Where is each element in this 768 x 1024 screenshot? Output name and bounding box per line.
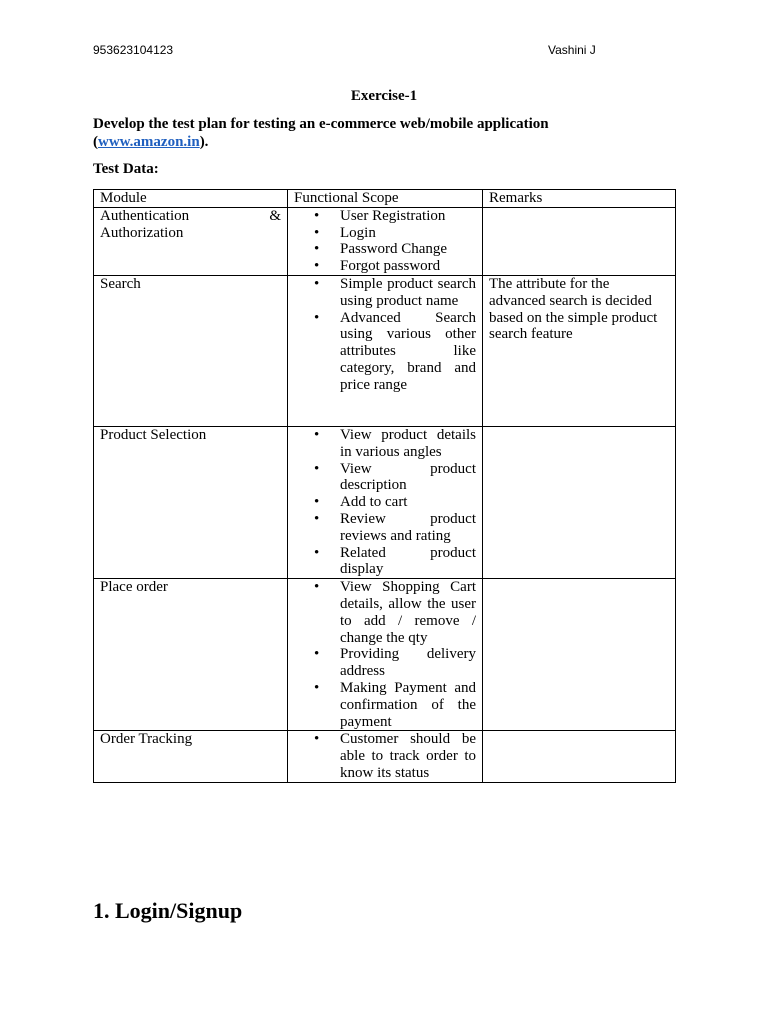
test-data-label: Test Data: xyxy=(93,161,159,177)
table-row xyxy=(94,731,676,782)
table-row xyxy=(94,275,676,426)
scope-item: • Advanced Search using various other attributes like category, brand and price range xyxy=(294,310,476,394)
module-ampersand: & xyxy=(269,207,281,224)
table-row xyxy=(94,426,676,578)
scope-item: • Providing delivery address xyxy=(294,646,476,680)
scope-item: • Add to cart xyxy=(294,494,476,511)
column-header-functional-scope: Functional Scope xyxy=(288,190,483,208)
scope-item: • Making Payment and confirmation of the payment xyxy=(294,680,476,730)
intro-text: Develop the test plan for testing an e-commerce web/mobile application xyxy=(93,116,549,132)
module-cell: Product Selection xyxy=(94,426,288,578)
header-id: 953623104123 xyxy=(93,43,174,57)
table-row xyxy=(94,579,676,731)
module-cell: Order Tracking xyxy=(94,731,288,782)
scope-cell xyxy=(288,207,483,275)
scope-item: • Review product reviews and rating xyxy=(294,511,476,545)
intro-paren-open: ( xyxy=(93,134,98,150)
scope-item: • Forgot password xyxy=(294,258,476,275)
page-title: Exercise-1 xyxy=(350,88,418,104)
amazon-link[interactable]: www.amazon.in xyxy=(98,134,200,150)
scope-item: • Password Change xyxy=(294,241,476,258)
test-data-table xyxy=(93,189,676,783)
scope-item: • Login xyxy=(294,225,476,242)
module-name-cont: Authorization xyxy=(100,224,184,241)
remarks-cell xyxy=(483,426,676,578)
header-author: Vashini J xyxy=(548,43,596,57)
module-cell xyxy=(94,207,288,275)
table-header-row xyxy=(94,190,676,208)
scope-item: • View product details in various angles xyxy=(294,427,476,461)
scope-item: • User Registration xyxy=(294,208,476,225)
scope-cell xyxy=(288,275,483,426)
section-heading: 1. Login/Signup xyxy=(93,898,243,923)
remarks-cell: The attribute for the advanced search is decided based on the simple product search feature xyxy=(483,275,676,426)
column-header-module: Module xyxy=(94,190,288,208)
scope-item: • View product description xyxy=(294,461,476,495)
remarks-cell xyxy=(483,207,676,275)
table-row xyxy=(94,207,676,275)
intro-paren-close: ). xyxy=(199,134,209,150)
module-cell: Search xyxy=(94,275,288,426)
intro-paragraph xyxy=(93,115,683,151)
remarks-cell xyxy=(483,731,676,782)
scope-item: • Customer should be able to track order to know its status xyxy=(294,731,476,781)
scope-item: • Simple product search using product name xyxy=(294,276,476,310)
scope-cell xyxy=(288,731,483,782)
module-name: Authentication xyxy=(100,207,190,224)
column-header-remarks: Remarks xyxy=(483,190,676,208)
remarks-cell xyxy=(483,579,676,731)
scope-cell xyxy=(288,426,483,578)
scope-item: • View Shopping Cart details, allow the user to add / remove / change the qty xyxy=(294,579,476,646)
scope-item: • Related product display xyxy=(294,545,476,579)
module-cell: Place order xyxy=(94,579,288,731)
scope-cell xyxy=(288,579,483,731)
